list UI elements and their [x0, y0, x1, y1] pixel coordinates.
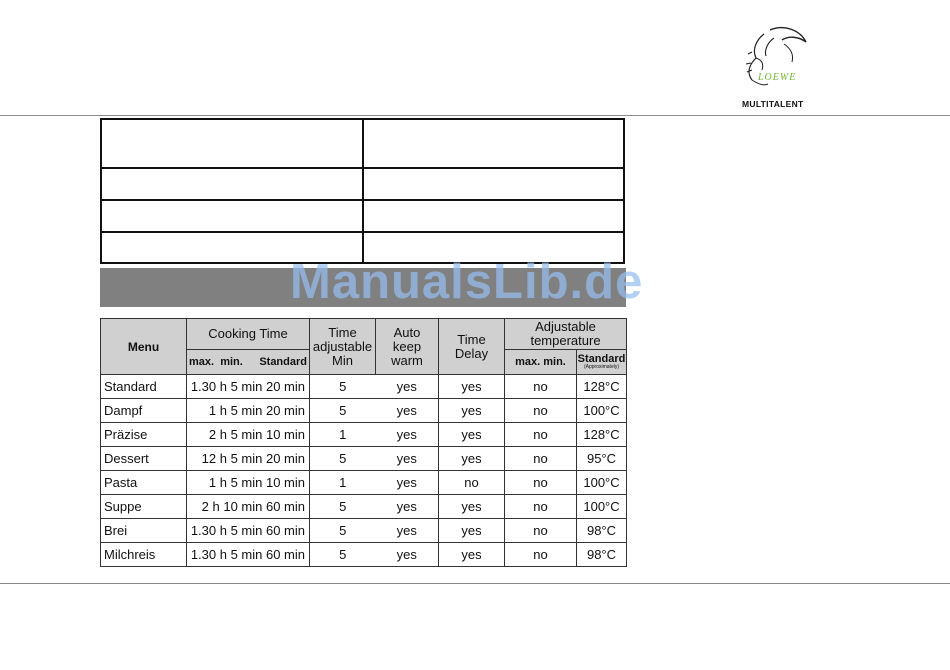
header-adjustable-temperature	[505, 319, 627, 350]
cell-temp-adjustable: no	[505, 399, 577, 423]
header-cooking-standard: Standard	[259, 356, 307, 368]
cell-time-delay: yes	[439, 495, 505, 519]
cell-temperature: 95°C	[577, 447, 627, 471]
table-row	[101, 471, 627, 495]
cell-temp-adjustable: no	[505, 375, 577, 399]
header-auto-keep-warm-line: keep	[392, 338, 422, 354]
cell-cooking-time: 1.30 h 5 min 60 min	[187, 519, 310, 543]
cell-cooking-time: 2 h 10 min 60 min	[187, 495, 310, 519]
header-cooking-sub	[187, 350, 310, 375]
footer-divider	[0, 583, 950, 584]
header-time-delay-line: Time	[457, 331, 486, 347]
cell-cooking-time: 1.30 h 5 min 20 min	[187, 375, 310, 399]
cell-temp-adjustable: no	[505, 519, 577, 543]
header-time-adjustable-line: adjustable	[312, 338, 373, 354]
cell-temperature: 100°C	[577, 495, 627, 519]
cell-keep-warm: yes	[376, 423, 439, 447]
cell-keep-warm: yes	[376, 495, 439, 519]
header-auto-keep-warm-line: warm	[391, 352, 423, 368]
cell-keep-warm: yes	[376, 543, 439, 567]
cell-time-delay: yes	[439, 519, 505, 543]
table-row	[101, 399, 627, 423]
header-menu: Menu	[101, 319, 187, 375]
cell-time-delay: yes	[439, 447, 505, 471]
cell-menu: Pasta	[101, 471, 187, 495]
table-row	[101, 495, 627, 519]
blank-cell	[363, 200, 625, 232]
header-divider	[0, 115, 950, 116]
lion-head-icon	[734, 24, 814, 94]
cell-temp-adjustable: no	[505, 495, 577, 519]
cell-temp-adjustable: no	[505, 471, 577, 495]
cell-time-adjustable: 5	[310, 495, 376, 519]
cell-keep-warm: yes	[376, 471, 439, 495]
table-row	[101, 543, 627, 567]
cell-cooking-time: 1 h 5 min 10 min	[187, 471, 310, 495]
header-cooking-max: max. min.	[189, 356, 243, 368]
blank-table	[100, 118, 625, 264]
header-adjustable-temperature-line: Adjustable	[535, 319, 596, 334]
cell-menu: Brei	[101, 519, 187, 543]
table-row	[101, 375, 627, 399]
header-time-delay-line: Delay	[454, 345, 489, 361]
blank-cell	[363, 119, 625, 168]
blank-cell	[363, 168, 625, 200]
cell-temperature: 128°C	[577, 423, 627, 447]
cell-time-adjustable: 5	[310, 543, 376, 567]
cell-temperature: 98°C	[577, 543, 627, 567]
brand-name: MULTITALENT	[742, 99, 804, 109]
cell-temperature: 128°C	[577, 375, 627, 399]
cell-temp-adjustable: no	[505, 543, 577, 567]
logo-script: LOEWE	[758, 72, 797, 83]
header-temp-standard: Standard (Approximately)	[577, 350, 627, 375]
cell-temp-adjustable: no	[505, 447, 577, 471]
cell-menu: Suppe	[101, 495, 187, 519]
blank-cell	[101, 168, 363, 200]
header-temp-max-min: max. min.	[505, 350, 577, 375]
brand-logo	[728, 24, 828, 114]
cell-temp-adjustable: no	[505, 423, 577, 447]
cell-keep-warm: yes	[376, 447, 439, 471]
blank-cell	[101, 119, 363, 168]
cell-time-delay: no	[439, 471, 505, 495]
cell-menu: Standard	[101, 375, 187, 399]
header-temp-approx: (Approximately)	[583, 364, 619, 370]
header-time-adjustable-line: Time	[328, 324, 357, 340]
cell-menu: Dessert	[101, 447, 187, 471]
cell-time-delay: yes	[439, 543, 505, 567]
cell-menu: Präzise	[101, 423, 187, 447]
cell-keep-warm: yes	[376, 399, 439, 423]
cell-cooking-time: 1 h 5 min 20 min	[187, 399, 310, 423]
cell-menu: Dampf	[101, 399, 187, 423]
cell-cooking-time: 12 h 5 min 20 min	[187, 447, 310, 471]
cell-temperature: 100°C	[577, 399, 627, 423]
watermark: ManualsLib.de	[290, 255, 644, 309]
header-time-delay	[439, 319, 505, 375]
cell-time-delay: yes	[439, 423, 505, 447]
cell-time-delay: yes	[439, 375, 505, 399]
cell-keep-warm: yes	[376, 519, 439, 543]
cell-time-delay: yes	[439, 399, 505, 423]
cell-keep-warm: yes	[376, 375, 439, 399]
blank-cell	[101, 200, 363, 232]
cell-cooking-time: 1.30 h 5 min 60 min	[187, 543, 310, 567]
header-auto-keep-warm-line: Auto	[393, 324, 421, 340]
header-cooking-time: Cooking Time	[187, 319, 310, 350]
menu-table	[100, 318, 627, 567]
table-row	[101, 447, 627, 471]
table-row	[101, 519, 627, 543]
table-row	[101, 423, 627, 447]
header-auto-keep-warm	[376, 319, 439, 375]
cell-time-adjustable: 5	[310, 447, 376, 471]
header-time-adjustable-line: Min	[332, 352, 353, 368]
cell-cooking-time: 2 h 5 min 10 min	[187, 423, 310, 447]
header-time-adjustable	[310, 319, 376, 375]
cell-menu: Milchreis	[101, 543, 187, 567]
cell-time-adjustable: 5	[310, 519, 376, 543]
header-adjustable-temperature-line: temperature	[530, 333, 601, 348]
cell-temperature: 100°C	[577, 471, 627, 495]
cell-time-adjustable: 1	[310, 471, 376, 495]
cell-temperature: 98°C	[577, 519, 627, 543]
cell-time-adjustable: 5	[310, 399, 376, 423]
cell-time-adjustable: 1	[310, 423, 376, 447]
cell-time-adjustable: 5	[310, 375, 376, 399]
